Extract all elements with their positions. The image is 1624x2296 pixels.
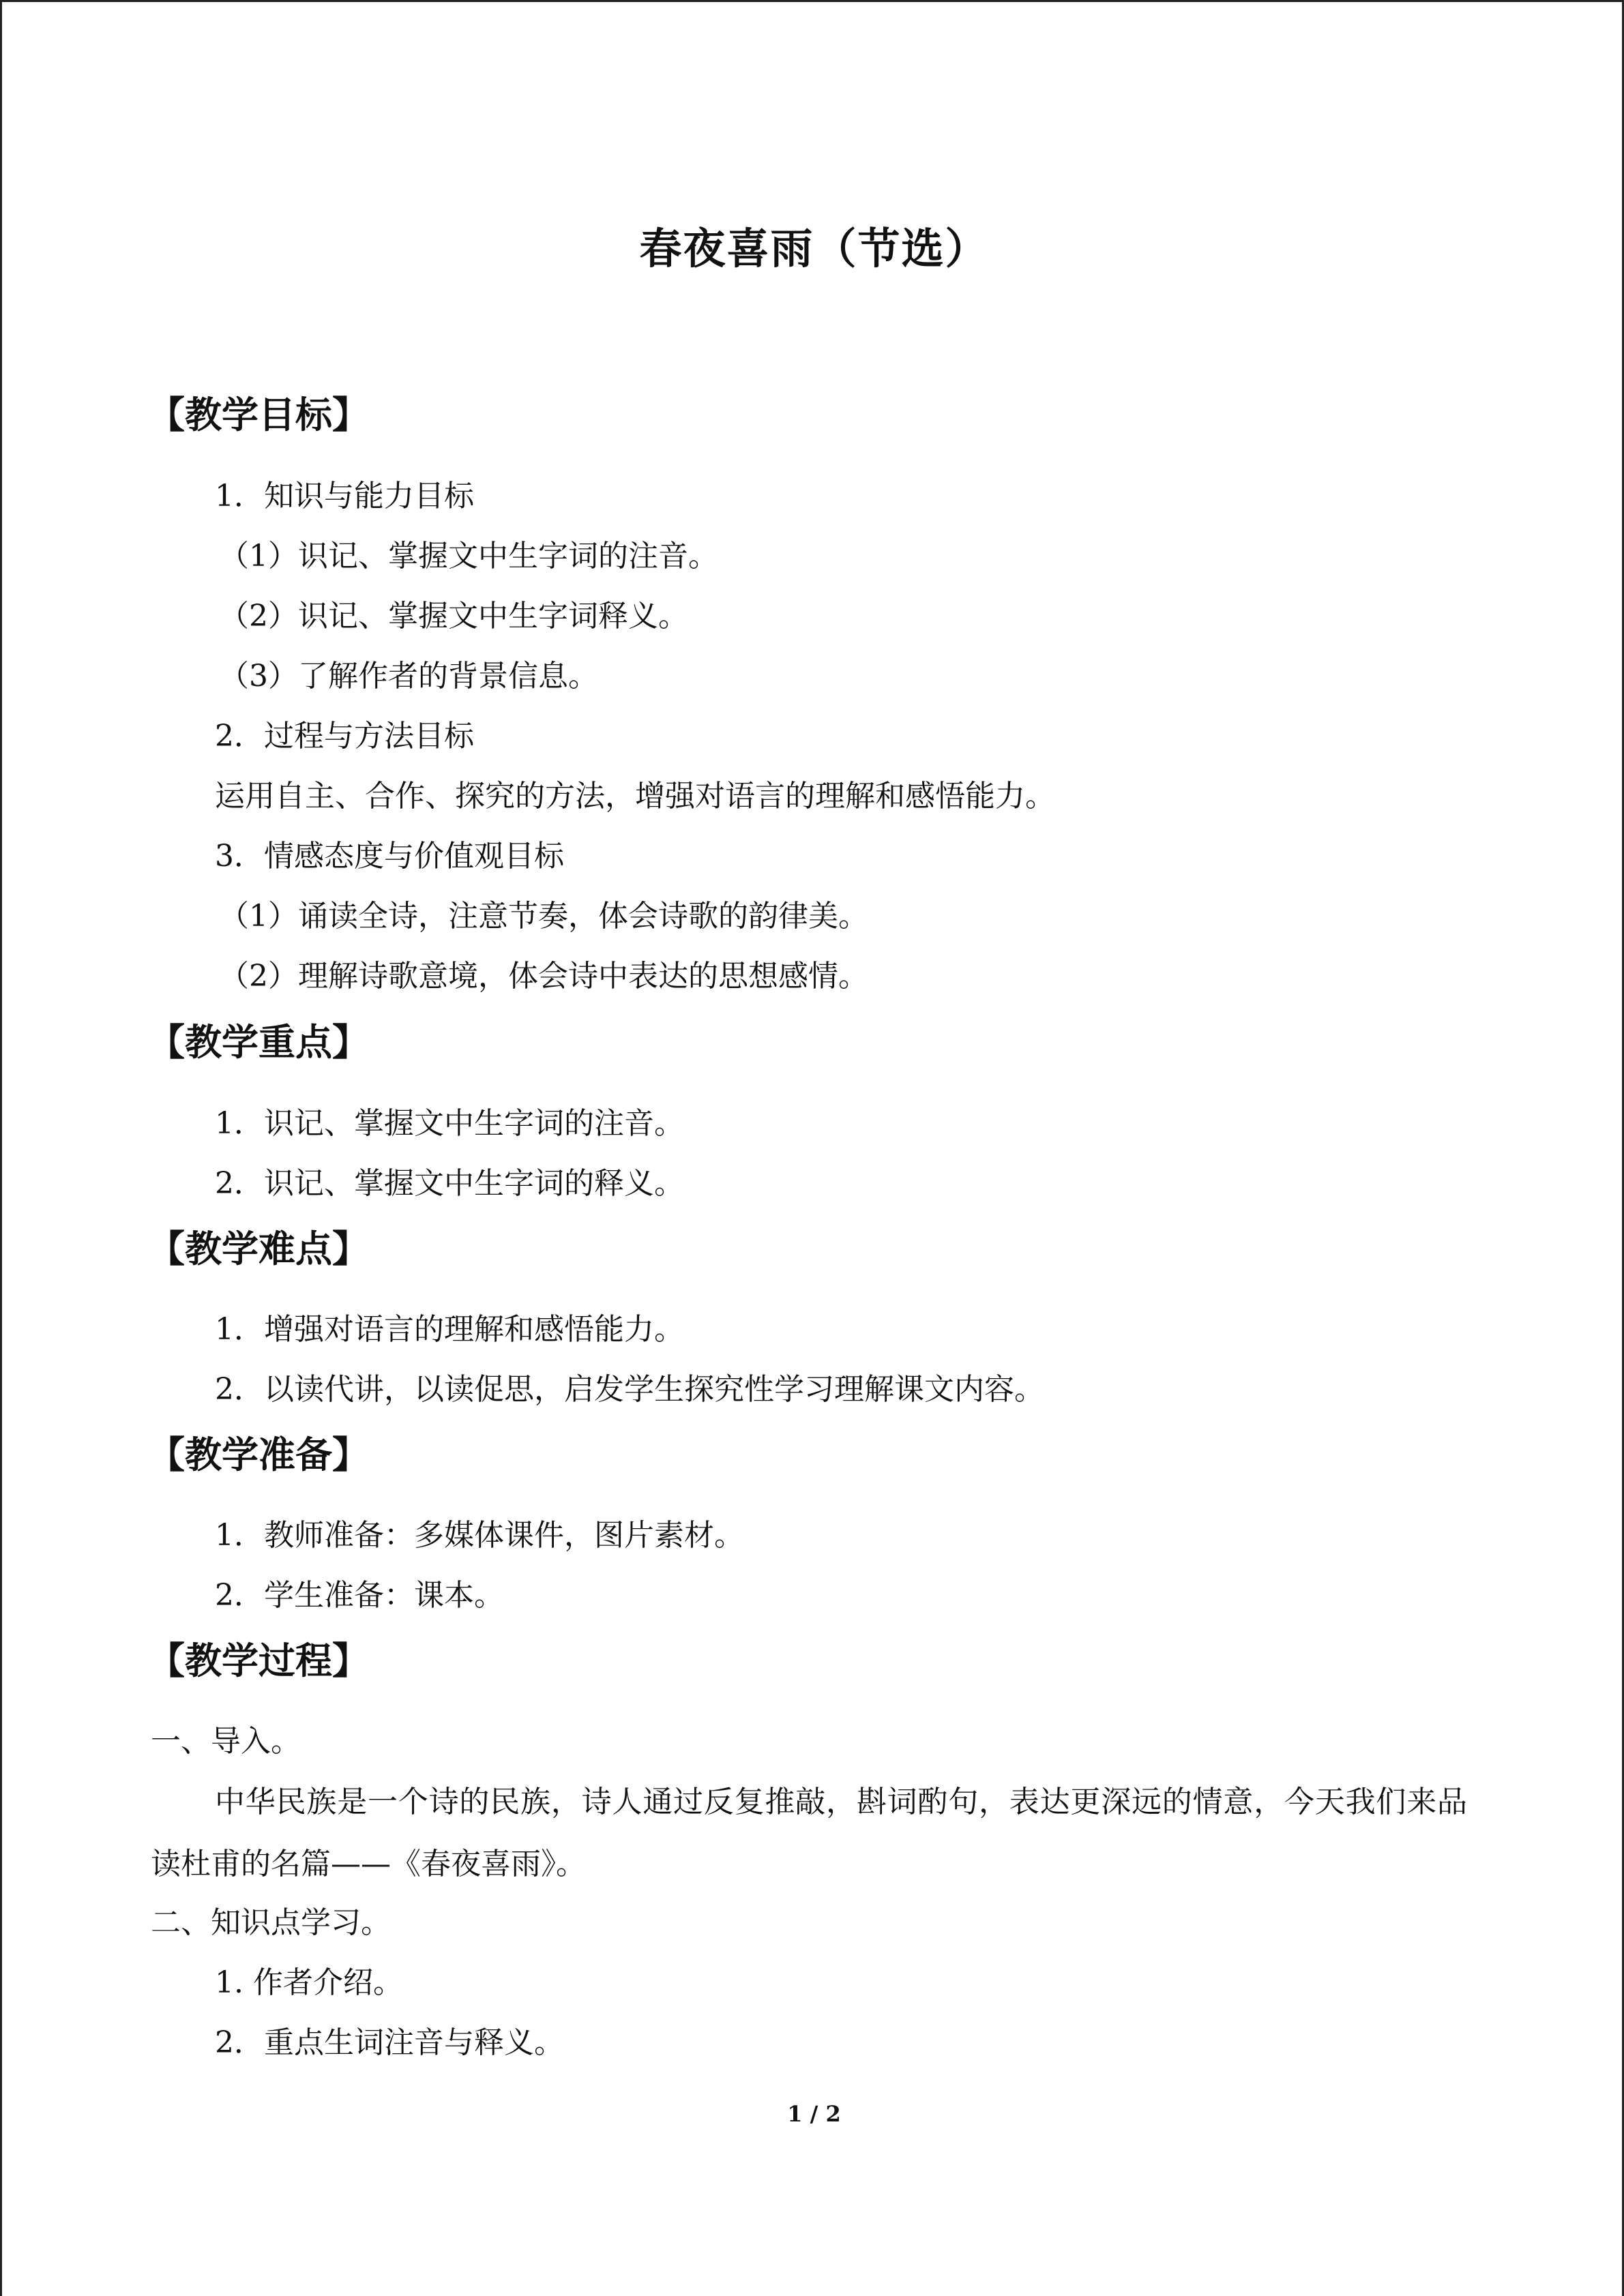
page-number: 1 / 2 <box>787 2101 841 2127</box>
objective-line: （2）理解诗歌意境，体会诗中表达的思想感情。 <box>219 959 868 994</box>
intro-paragraph: 中华民族是一个诗的民族，诗人通过反复推敲，斟词酌句，表达更深远的情意，今天我们来品读杜甫的名篇——《春夜喜雨》。 <box>151 1785 1467 1881</box>
key-point-line: 2．识记、掌握文中生字词的释义。 <box>215 1166 684 1201</box>
section-heading-process: 【教学过程】 <box>148 1639 369 1682</box>
preparation-line: 2．学生准备：课本。 <box>215 1578 504 1613</box>
difficulty-line: 2．以读代讲，以读促思，启发学生探究性学习理解课文内容。 <box>215 1372 1044 1407</box>
difficulty-line: 1．增强对语言的理解和感悟能力。 <box>215 1312 684 1347</box>
objective-line: （1）诵读全诗，注意节奏，体会诗歌的韵律美。 <box>219 899 868 934</box>
objective-line: 运用自主、合作、探究的方法，增强对语言的理解和感悟能力。 <box>215 779 1055 814</box>
objective-line: 2．过程与方法目标 <box>215 719 474 754</box>
preparation-line: 1．教师准备：多媒体课件，图片素材。 <box>215 1518 744 1553</box>
section-heading-preparation: 【教学准备】 <box>148 1433 369 1476</box>
objective-line: （2）识记、掌握文中生字词释义。 <box>219 599 688 633</box>
key-point-line: 1．识记、掌握文中生字词的注音。 <box>215 1106 684 1141</box>
objective-line: 3．情感态度与价值观目标 <box>215 839 564 874</box>
section-heading-key-points: 【教学重点】 <box>148 1020 369 1064</box>
process-sub-item: 1. 作者介绍。 <box>215 1965 403 2000</box>
section-heading-difficulties: 【教学难点】 <box>148 1227 369 1270</box>
section-heading-objectives: 【教学目标】 <box>148 393 369 436</box>
objective-line: 1．知识与能力目标 <box>215 479 474 513</box>
objective-line: （3）了解作者的背景信息。 <box>219 659 598 694</box>
process-step: 二、知识点学习。 <box>151 1905 391 1940</box>
process-step: 一、导入。 <box>151 1724 301 1759</box>
document-title: 春夜喜雨（节选） <box>639 224 989 273</box>
objective-line: （1）识记、掌握文中生字词的注音。 <box>219 539 718 573</box>
process-sub-item: 2．重点生词注音与释义。 <box>215 2025 564 2060</box>
